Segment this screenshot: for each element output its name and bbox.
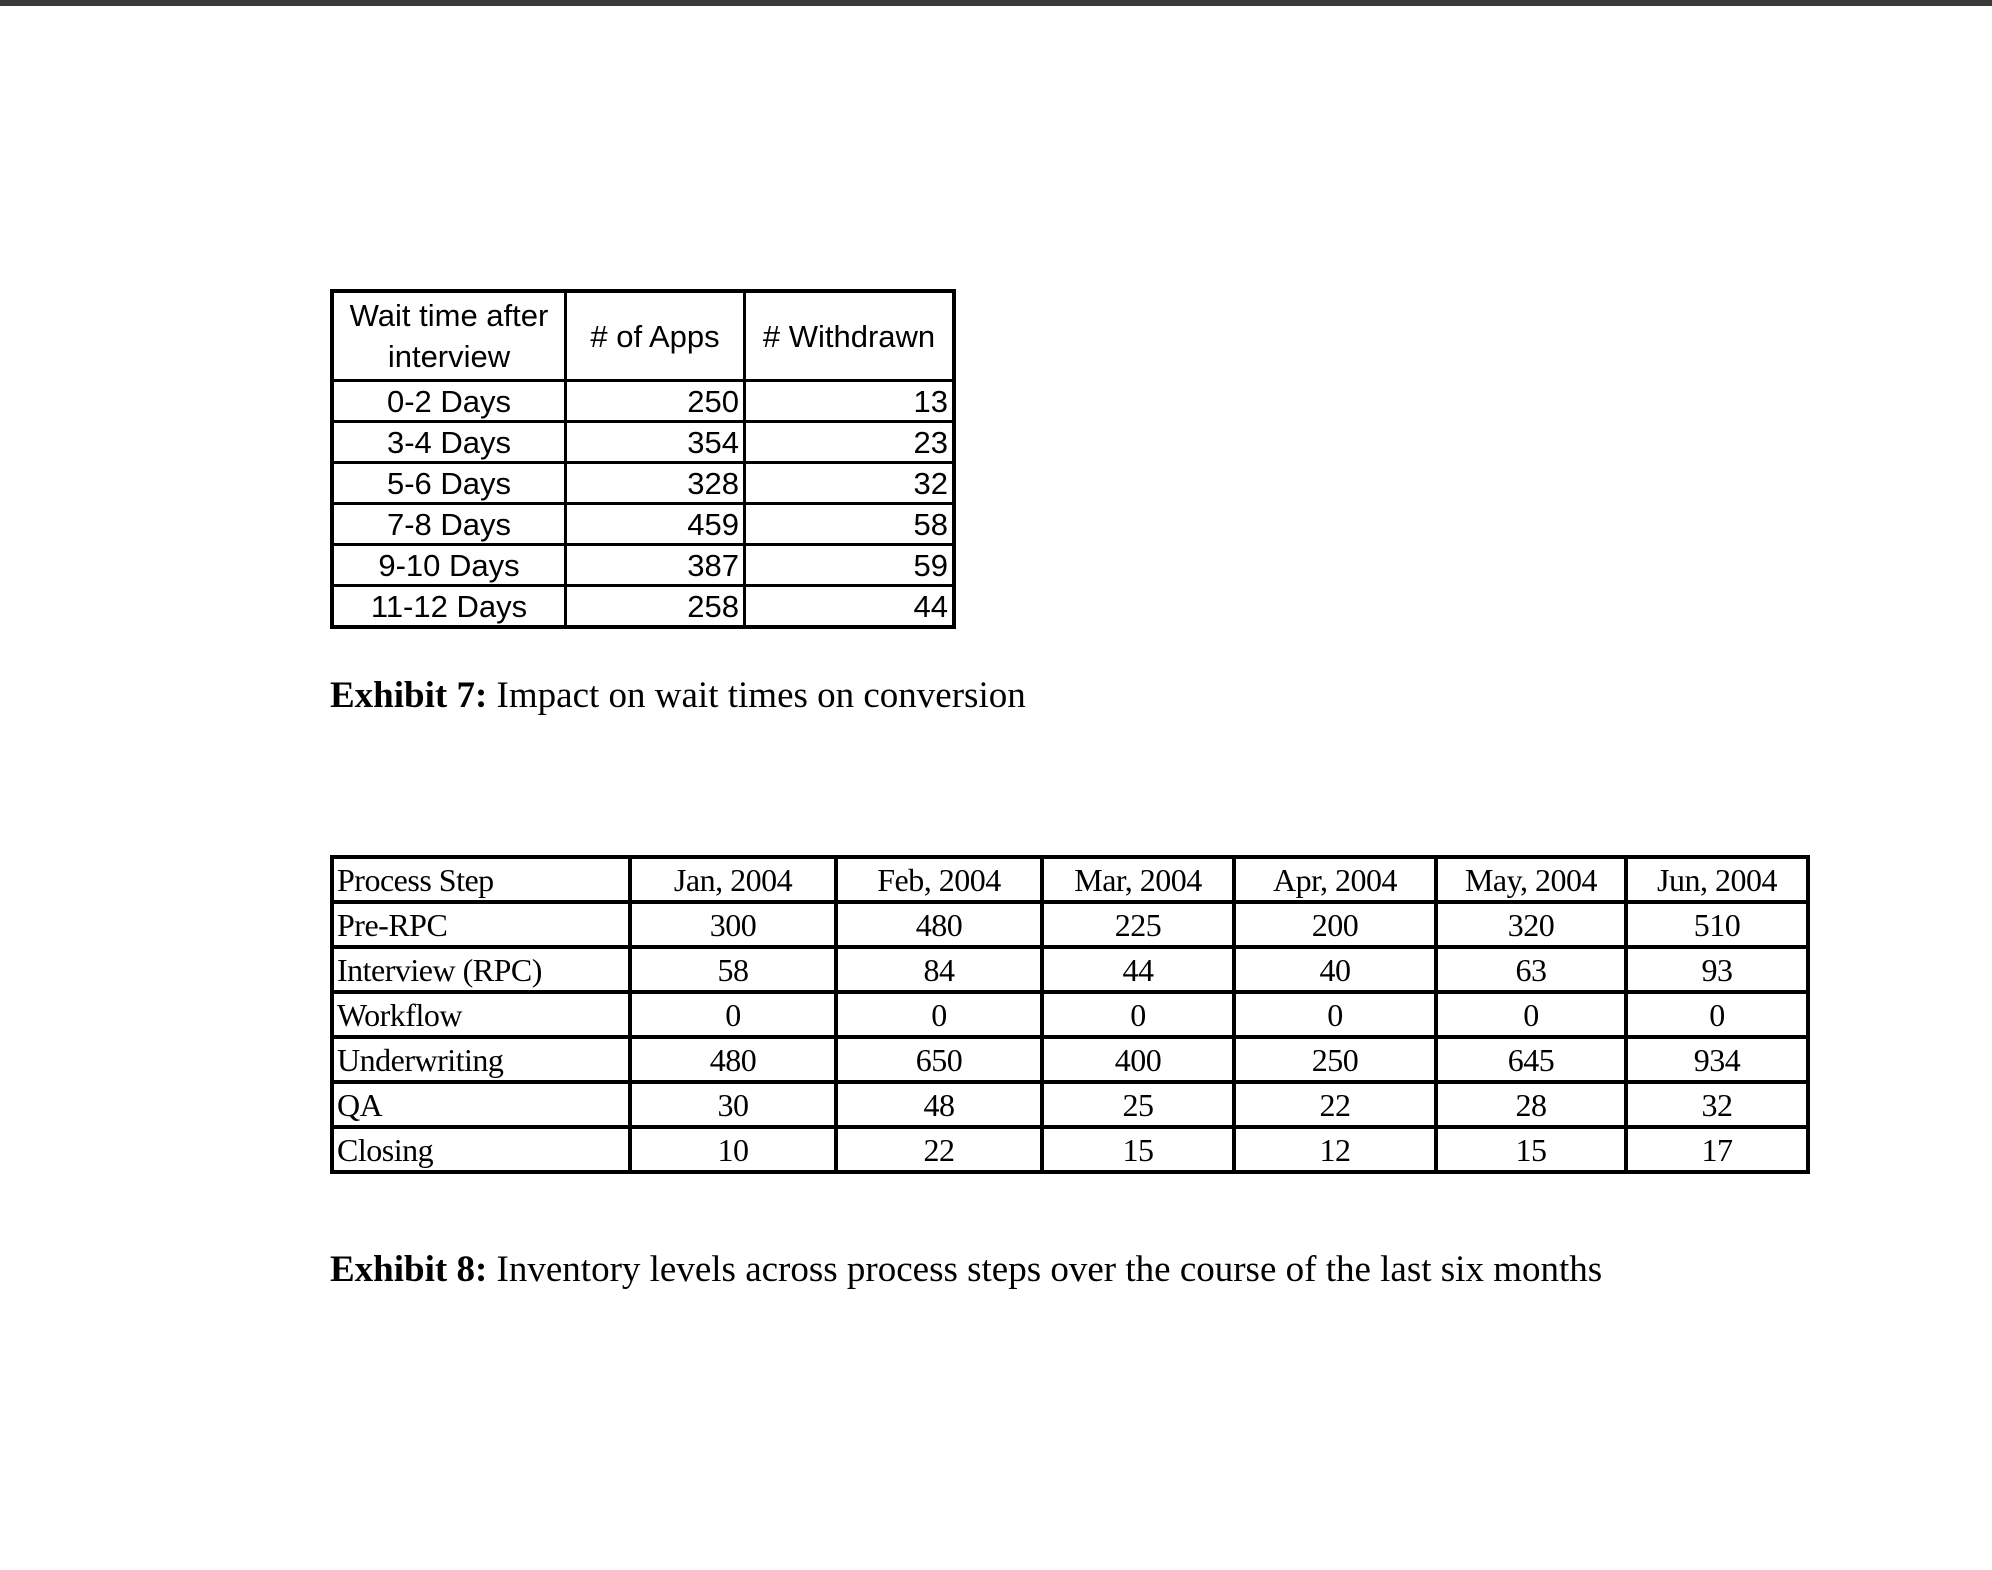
wait-time-table	[330, 289, 956, 629]
process-step-cell: Interview (RPC)	[332, 947, 630, 992]
header-wait-time: Wait time after interview	[332, 291, 566, 381]
table-header-row	[332, 291, 954, 381]
wait-time-cell: 9-10 Days	[332, 545, 566, 586]
inventory-cell: 510	[1626, 902, 1808, 947]
process-step-cell: Underwriting	[332, 1037, 630, 1082]
withdrawn-cell: 58	[745, 504, 955, 545]
table-row	[332, 992, 1808, 1037]
wait-time-cell: 5-6 Days	[332, 463, 566, 504]
wait-time-cell: 0-2 Days	[332, 381, 566, 422]
inventory-cell: 28	[1436, 1082, 1626, 1127]
exhibit-7-label: Exhibit 7:	[330, 675, 488, 716]
inventory-cell: 400	[1042, 1037, 1234, 1082]
inventory-cell: 0	[630, 992, 836, 1037]
withdrawn-cell: 23	[745, 422, 955, 463]
header-month: Mar, 2004	[1042, 857, 1234, 902]
process-step-cell: QA	[332, 1082, 630, 1127]
process-step-cell: Closing	[332, 1127, 630, 1172]
inventory-cell: 48	[836, 1082, 1042, 1127]
inventory-cell: 93	[1626, 947, 1808, 992]
apps-cell: 258	[566, 586, 745, 628]
inventory-cell: 10	[630, 1127, 836, 1172]
viewer-top-border	[0, 0, 1992, 6]
inventory-cell: 12	[1234, 1127, 1436, 1172]
inventory-cell: 84	[836, 947, 1042, 992]
header-month: Jun, 2004	[1626, 857, 1808, 902]
table-row	[332, 381, 954, 422]
table-row	[332, 545, 954, 586]
inventory-cell: 0	[1234, 992, 1436, 1037]
inventory-cell: 320	[1436, 902, 1626, 947]
table-row	[332, 463, 954, 504]
inventory-cell: 25	[1042, 1082, 1234, 1127]
inventory-cell: 934	[1626, 1037, 1808, 1082]
inventory-cell: 22	[836, 1127, 1042, 1172]
header-month: Apr, 2004	[1234, 857, 1436, 902]
inventory-cell: 225	[1042, 902, 1234, 947]
inventory-cell: 40	[1234, 947, 1436, 992]
inventory-cell: 480	[630, 1037, 836, 1082]
inventory-cell: 0	[1626, 992, 1808, 1037]
inventory-cell: 645	[1436, 1037, 1626, 1082]
inventory-cell: 15	[1436, 1127, 1626, 1172]
inventory-cell: 650	[836, 1037, 1042, 1082]
withdrawn-cell: 32	[745, 463, 955, 504]
inventory-cell: 44	[1042, 947, 1234, 992]
exhibit-7-text: Impact on wait times on conversion	[496, 675, 1026, 716]
header-process-step: Process Step	[332, 857, 630, 902]
inventory-cell: 30	[630, 1082, 836, 1127]
inventory-cell: 480	[836, 902, 1042, 947]
wait-time-cell: 3-4 Days	[332, 422, 566, 463]
exhibit-7-caption	[330, 674, 1026, 717]
table-row	[332, 504, 954, 545]
process-step-cell: Workflow	[332, 992, 630, 1037]
header-month: Jan, 2004	[630, 857, 836, 902]
inventory-cell: 250	[1234, 1037, 1436, 1082]
inventory-cell: 200	[1234, 902, 1436, 947]
header-num-withdrawn: # Withdrawn	[745, 291, 955, 381]
apps-cell: 328	[566, 463, 745, 504]
inventory-cell: 22	[1234, 1082, 1436, 1127]
apps-cell: 250	[566, 381, 745, 422]
inventory-cell: 0	[836, 992, 1042, 1037]
inventory-cell: 15	[1042, 1127, 1234, 1172]
exhibit-8-text: Inventory levels across process steps over the course of the last six months	[496, 1249, 1603, 1290]
header-month: Feb, 2004	[836, 857, 1042, 902]
table-row	[332, 947, 1808, 992]
table-row	[332, 586, 954, 628]
table-row	[332, 1037, 1808, 1082]
wait-time-cell: 11-12 Days	[332, 586, 566, 628]
table-row	[332, 1127, 1808, 1172]
inventory-cell: 0	[1436, 992, 1626, 1037]
withdrawn-cell: 59	[745, 545, 955, 586]
inventory-cell: 63	[1436, 947, 1626, 992]
inventory-cell: 17	[1626, 1127, 1808, 1172]
header-month: May, 2004	[1436, 857, 1626, 902]
table-header-row	[332, 857, 1808, 902]
table-row	[332, 422, 954, 463]
apps-cell: 354	[566, 422, 745, 463]
wait-time-cell: 7-8 Days	[332, 504, 566, 545]
inventory-cell: 32	[1626, 1082, 1808, 1127]
withdrawn-cell: 44	[745, 586, 955, 628]
apps-cell: 387	[566, 545, 745, 586]
exhibit-8-label: Exhibit 8:	[330, 1249, 488, 1290]
inventory-cell: 58	[630, 947, 836, 992]
exhibit-8-caption	[330, 1248, 1602, 1291]
withdrawn-cell: 13	[745, 381, 955, 422]
process-step-cell: Pre-RPC	[332, 902, 630, 947]
inventory-table	[330, 855, 1810, 1174]
header-num-apps: # of Apps	[566, 291, 745, 381]
table-row	[332, 1082, 1808, 1127]
inventory-cell: 0	[1042, 992, 1234, 1037]
inventory-cell: 300	[630, 902, 836, 947]
apps-cell: 459	[566, 504, 745, 545]
table-row	[332, 902, 1808, 947]
